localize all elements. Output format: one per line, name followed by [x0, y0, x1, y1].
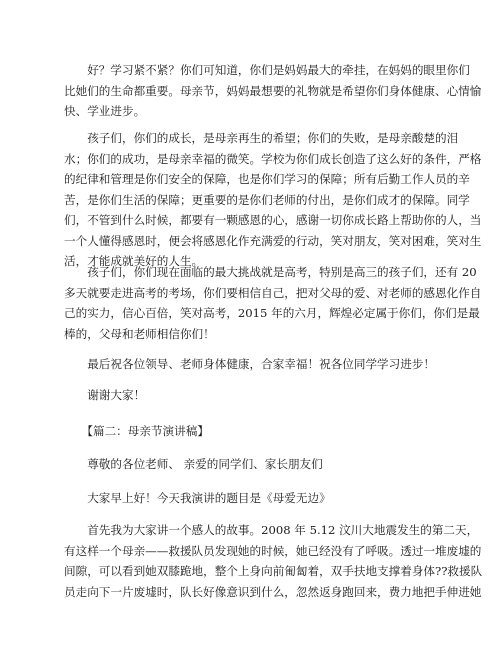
paragraph-mother-wishes: [64, 60, 482, 122]
text-line: 孩子们，你们的成长，是母亲再生的希望；你们的失败，是母亲酸楚的泪: [64, 131, 459, 145]
paragraph-speech-title: [64, 488, 434, 509]
text-line: 多天就要走进高考的考场，你们要相信自己，把对父母的爱、对老师的感恩化作自: [64, 285, 482, 300]
text-line: 棒的，父母和老师相信你们！: [64, 326, 215, 341]
text-line: 的纪律和管理是你们安全的保障，也是你们学习的保障；所有后勤工作人员的辛: [64, 172, 470, 186]
text-line: 谢谢大家！: [64, 388, 146, 402]
paragraph-closing-wishes: [64, 354, 434, 375]
text-line: 比她们的生命都重要。母亲节，妈妈最想要的礼物就是希望你们身体健康、心情愉: [64, 83, 482, 98]
text-line: 最后祝各位领导、老师身体健康，合家幸福！祝各位同学学习进步！: [64, 357, 436, 371]
text-line: 员走向下一片废墟时，队长好像意识到什么，忽然返身跑回来，费力地把手伸进她: [64, 584, 482, 599]
text-line: 大家早上好！今天我演讲的题目是《母爱无边》: [64, 491, 331, 505]
text-line: 孩子们，你们现在面临的最大挑战就是高考，特别是高三的孩子们，还有 20: [64, 265, 477, 279]
text-line: 间隙，可以看到她双膝跪地，整个上身向前匍匐着，双手扶地支撑着身体??救援队: [64, 564, 483, 578]
paragraph-thanks: [64, 385, 434, 406]
text-line: 己的实力，信心百倍，笑对高考，2015 年的六月，辉煌必定属于你们，你们是最: [64, 306, 480, 320]
section-heading: [64, 421, 434, 442]
text-line: 活，才能成就美好的人生。: [64, 254, 204, 268]
paragraph-story: [64, 520, 483, 602]
text-line: 有这样一个母亲——救援队员发现她的时候，她已经没有了呼吸。透过一堆废墟的: [64, 543, 482, 558]
text-line: 尊敬的各位老师、 亲爱的同学们、家长朋友们: [64, 457, 323, 471]
paragraph-gaokao: [64, 262, 482, 344]
text-line: 【篇二：母亲节演讲稿】: [64, 424, 209, 438]
text-line: 水；你们的成功，是母亲幸福的微笑。学校为你们成长创造了这么好的条件，严格: [64, 151, 482, 166]
text-line: 好？学习紧不紧？你们可知道，你们是妈妈最大的牵挂，在妈妈的眼里你们: [64, 63, 470, 77]
text-line: 们，不管到什么时候，都要有一颗感恩的心，感谢一切你成长路上帮助你的人，当: [64, 213, 482, 227]
text-line: 苦，是你们生活的保障；更重要的是你们老师的付出，是你们成才的保障。同学: [64, 192, 470, 207]
text-line: 一个人懂得感恩时，便会将感恩化作充满爱的行动，笑对朋友，笑对困难，笑对生: [64, 233, 482, 248]
text-line: 首先我为大家讲一个感人的故事。2008 年 5.12 汶川大地震发生的第二天，: [64, 523, 479, 537]
paragraph-salutation: [64, 454, 434, 475]
text-line: 快、学业进步。: [64, 104, 146, 118]
